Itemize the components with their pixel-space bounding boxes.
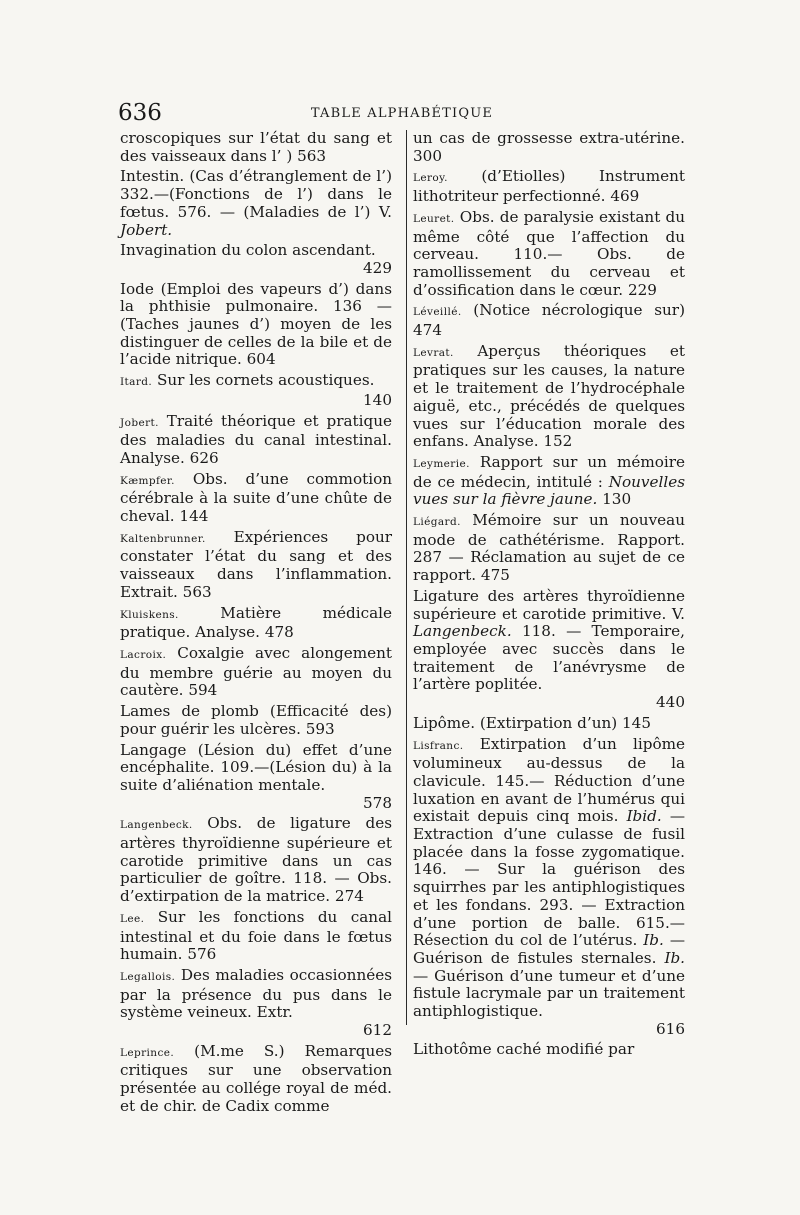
entry-italic: Langenbeck. xyxy=(413,622,512,641)
index-entry xyxy=(413,454,685,509)
entry-text: croscopiques sur l’état du sang et des vaisseaux dans l’ ) 563 xyxy=(120,129,392,165)
entry-text: (M.me S.) Remarques critiques sur une observation présentée au collége royal de méd. et de chir. de Cadix comme xyxy=(120,1041,393,1115)
entry-text: 118. — Temporaire, employée avec succès dans le traitement de l’anévrysme de l’artère poplitée. xyxy=(413,622,685,694)
entry-italic: Jobert. xyxy=(120,220,173,239)
entry-page-ref: 612 xyxy=(363,1021,392,1040)
entry-page-ref: 578 xyxy=(363,793,392,812)
entry-page-ref: 440 xyxy=(656,693,685,712)
index-entry xyxy=(120,242,392,277)
entry-text: un cas de grossesse extra-utérine. 300 xyxy=(413,129,685,165)
entry-page-ref: 616 xyxy=(656,1019,685,1038)
index-entry xyxy=(413,715,685,733)
entry-text: Des maladies occasionnées par la présence du pus dans le système veineux. Extr. xyxy=(120,965,392,1022)
index-entry xyxy=(120,281,392,370)
entry-text: Lithotôme caché modifié par xyxy=(413,1040,635,1059)
index-entry xyxy=(120,967,392,1040)
entry-text: Sur les fonctions du canal intestinal et du foie dans le fœtus humain. 576 xyxy=(120,907,393,964)
entry-name: Léveillé. xyxy=(413,306,462,319)
entry-text: (Notice nécrologique sur) 474 xyxy=(413,301,685,340)
index-entry xyxy=(120,413,392,468)
index-entry xyxy=(413,130,685,165)
entry-name: Kluiskens. xyxy=(120,608,179,621)
entry-text: — Guérison de fistules sternales. xyxy=(413,931,685,967)
entry-name: Leroy. xyxy=(413,172,448,185)
index-entry xyxy=(120,471,392,526)
entry-text: Rapport sur un mémoire de ce médecin, intitulé : xyxy=(413,452,685,491)
entry-text: Lames de plomb (Efficacité des) pour guérir les ulcères. 593 xyxy=(120,702,392,738)
index-entry xyxy=(120,909,392,964)
page-number: 636 xyxy=(118,100,162,126)
entry-text: Lipôme. (Extirpation d’un) 145 xyxy=(413,713,651,732)
entry-name: Leprince. xyxy=(120,1046,175,1059)
index-entry xyxy=(413,168,685,205)
entry-name: Jobert. xyxy=(120,416,159,429)
entry-page-ref: 140 xyxy=(363,390,392,409)
entry-italic: Ib. xyxy=(643,931,664,950)
entry-text: Traité théorique et pratique des maladies du canal intestinal. Analyse. 626 xyxy=(120,411,392,467)
entry-name: Kæmpfer. xyxy=(120,474,175,487)
entry-name: Langenbeck. xyxy=(120,819,193,832)
entry-text: Iode (Emploi des vapeurs d’) dans la phthisie pulmonaire. 136 — (Taches jaunes d’) moyen de les distinguer de celles de la bile et de l’acide nitrique. 604 xyxy=(120,279,392,369)
entry-name: Legallois. xyxy=(120,970,176,983)
index-entry xyxy=(413,343,685,451)
index-entry xyxy=(120,529,392,602)
entry-text: Obs. de ligature des artères thyroïdienne supérieure et carotide primitive dans un cas particulier de goître. 118. — Obs. d’extirpation de la matrice. 274 xyxy=(120,814,392,906)
entry-name: Lisfranc. xyxy=(413,739,464,752)
entry-text: Extirpation d’un lipôme volumineux au-dessus de la clavicule. 145.— Réduction d’une luxation en avant de l’humérus qui existait depuis cinq mois. xyxy=(413,734,686,826)
index-entry xyxy=(413,736,685,1039)
entry-italic: Nouvelles vues sur la fièvre jaune. xyxy=(413,472,685,509)
entry-text: Matière médicale pratique. Analyse. 478 xyxy=(120,603,392,642)
index-entry xyxy=(120,168,392,239)
index-entry xyxy=(413,588,685,712)
entry-text: 130 xyxy=(602,490,632,509)
index-entry xyxy=(120,372,392,409)
index-entry xyxy=(413,512,685,585)
entry-name: Lacroix. xyxy=(120,648,167,661)
entry-name: Lee. xyxy=(120,912,145,925)
index-entry xyxy=(120,703,392,738)
entry-text: Sur les cornets acoustiques. xyxy=(156,371,375,390)
index-entry xyxy=(120,130,392,165)
entry-text: Langage (Lésion du) effet d’une encéphalite. 109.—(Lésion du) à la suite d’aliénation mentale. xyxy=(120,740,392,794)
entry-text: Aperçus théoriques et pratiques sur les causes, la nature et le traitement de l’hydrocéphale aiguë, etc., précédés de quelques vues sur l’éducation morale des enfans. Analyse. 152 xyxy=(413,341,686,451)
entry-italic: Ib. xyxy=(664,948,686,967)
entry-text: (d’Etiolles) Instrument lithotriteur perfectionné. 469 xyxy=(413,167,685,206)
entry-name: Kaltenbrunner. xyxy=(120,532,206,545)
index-entry xyxy=(120,1043,392,1116)
entry-page-ref: 429 xyxy=(363,258,392,277)
column-divider xyxy=(406,130,407,1025)
entry-name: Leuret. xyxy=(413,212,455,225)
index-entry xyxy=(120,742,392,813)
running-title: TABLE ALPHABÉTIQUE xyxy=(310,106,494,121)
index-column-right xyxy=(413,130,685,1062)
entry-text: Mémoire sur un nouveau mode de cathétérisme. Rapport. 287 — Réclamation au sujet de ce rapport. 475 xyxy=(413,511,685,585)
entry-text: Ligature des artères thyroïdienne supérieure et carotide primitive. V. xyxy=(413,586,685,623)
entry-text: Expériences pour constater l’état du sang et des vaisseaux dans l’inflammation. Extrait. 563 xyxy=(120,527,392,601)
entry-text: —Extraction d’une culasse de fusil placée dans la fosse zygomatique. 146. — Sur la guérison des squirrhes par les antiphlogistiques et les fondans. 293. — Extraction d’une portion de balle. 615.—Résection du col de l’utérus. xyxy=(413,807,686,950)
index-entry xyxy=(120,645,392,700)
index-entry xyxy=(413,1041,685,1059)
index-column-left xyxy=(120,130,392,1119)
entry-name: Leymerie. xyxy=(413,457,470,470)
entry-text: Obs. de paralysie existant du même côté que l’affection du cerveau. 110.— Obs. de ramollissement du cerveau et d’ossification dans le cœur. 229 xyxy=(413,207,686,299)
page-header xyxy=(118,100,686,130)
entry-text: Intestin. (Cas d’étranglement de l’) 332.—(Fonctions de l’) dans le fœtus. 576. — (Maladies de l’) V. xyxy=(120,167,392,221)
index-entry xyxy=(120,605,392,642)
index-entry xyxy=(413,209,685,300)
entry-name: Liégard. xyxy=(413,516,461,529)
entry-name: Levrat. xyxy=(413,346,454,359)
entry-text: Coxalgie avec alongement du membre guérie au moyen du cautère. 594 xyxy=(120,643,392,700)
index-entry xyxy=(120,815,392,906)
index-entry xyxy=(413,302,685,339)
entry-name: Itard. xyxy=(120,376,153,389)
entry-text: — Guérison d’une tumeur et d’une fistule lacrymale par un traitement antiphlogistique. xyxy=(413,966,685,1021)
entry-text: Invagination du colon ascendant. xyxy=(120,241,376,260)
entry-italic: Ibid. xyxy=(626,807,662,826)
entry-text: Obs. d’une commotion cérébrale à la suite d’une chûte de cheval. 144 xyxy=(120,469,392,526)
